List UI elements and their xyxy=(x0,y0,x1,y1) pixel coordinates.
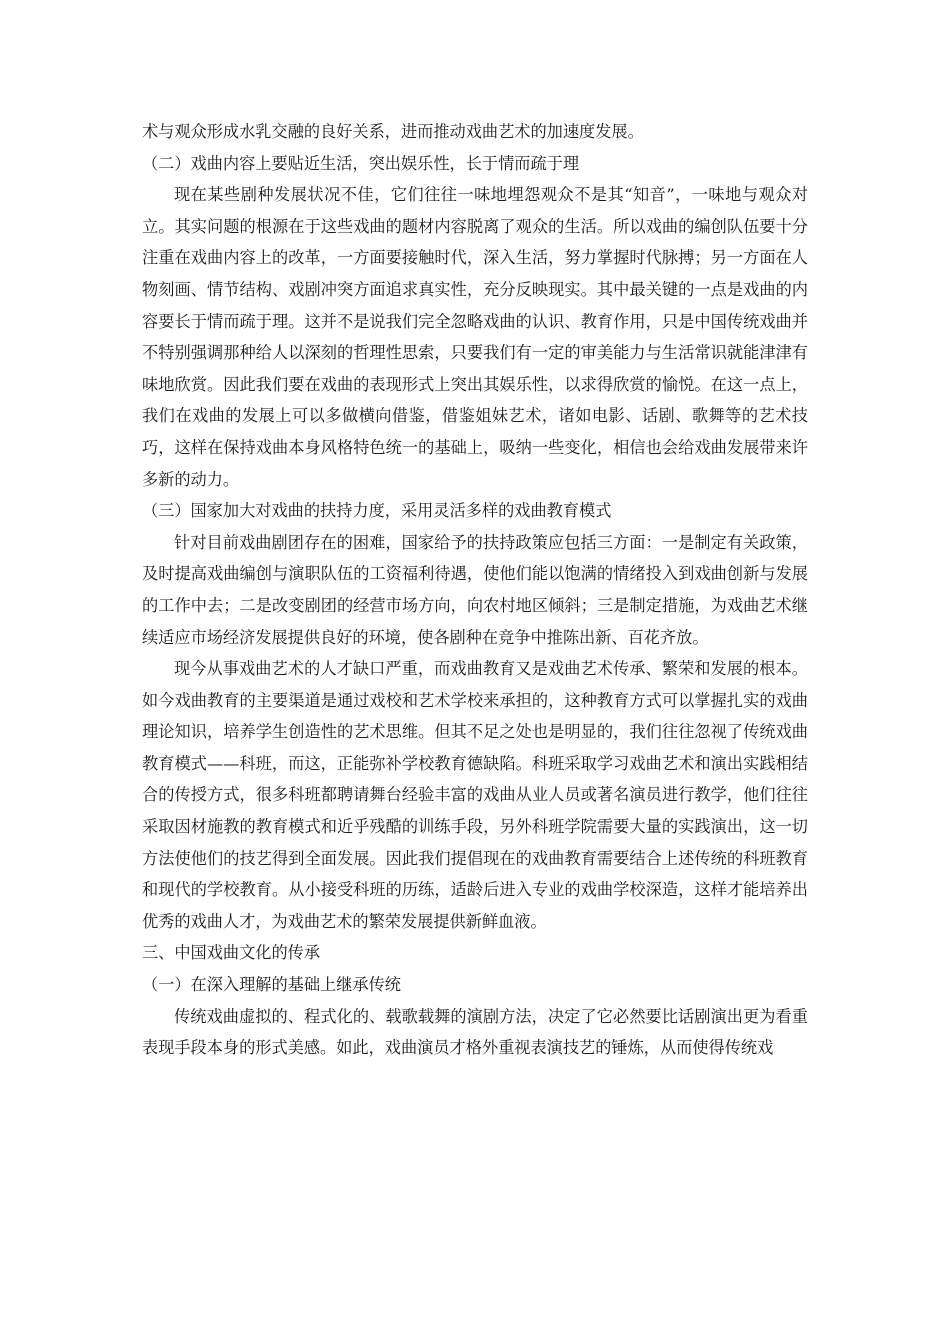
document-body xyxy=(142,116,808,1064)
section-heading-3: 三、中国戏曲文化的传承 xyxy=(142,943,321,963)
paragraph-entertainment: 现在某些剧种发展状况不佳，它们往往一味地埋怨观众不是其“知音”，一味地与观众对立。其实问题的根源在于这些戏曲的题材内容脱离了观众的生活。所以戏曲的编创队伍要十分注重在戏曲内容上的改革，一方面要接触时代，深入生活，努力掌握时代脉搏；另一方面在人物刻画、情节结构、戏剧冲突方面追求真实性，充分反映现实。其中最关键的一点是戏曲的内容要长于情而疏于理。这并不是说我们完全忽略戏曲的认识、教育作用，只是中国传统戏曲并不特别强调那种给人以深刻的哲理性思索，只要我们有一定的审美能力与生活常识就能津津有味地欣赏。因此我们要在戏曲的表现形式上突出其娱乐性，以求得欣赏的愉悦。在这一点上，我们在戏曲的发展上可以多做横向借鉴，借鉴姐妹艺术，诸如电影、话剧、歌舞等的艺术技巧，这样在保持戏曲本身风格特色统一的基础上，吸纳一些变化，相信也会给戏曲发展带来许多新的动力。 xyxy=(142,185,808,489)
subheading-2: （二）戏曲内容上要贴近生活，突出娱乐性，长于情而疏于理 xyxy=(142,153,580,173)
paragraph-state-support: 针对目前戏曲剧团存在的困难，国家给予的扶持政策应包括三方面：一是制定有关政策，及时提高戏曲编创与演职队伍的工资福利待遇，使他们能以饱满的情绪投入到戏曲创新与发展的工作中去；二是改变剧团的经营市场方向，向农村地区倾斜；三是制定措施，为戏曲艺术继续适应市场经济发展提供良好的环境，使各剧种在竞争中推陈出新、百花齐放。 xyxy=(142,532,808,647)
paragraph-education: 现今从事戏曲艺术的人才缺口严重，而戏曲教育又是戏曲艺术传承、繁荣和发展的根本。如今戏曲教育的主要渠道是通过戏校和艺术学校来承担的，这种教育方式可以掌握扎实的戏曲理论知识，培养学生创造性的艺术思维。但其不足之处也是明显的，我们往往忽视了传统戏曲教育模式——科班，而这，正能弥补学校教育德缺陷。科班采取学习戏曲艺术和演出实践相结合的传授方式，很多科班都聘请舞台经验丰富的戏曲从业人员或著名演员进行教学，他们往往采取因材施教的教育模式和近乎残酷的训练手段，另外科班学院需要大量的实践演出，这一切方法使他们的技艺得到全面发展。因此我们提倡现在的戏曲教育需要结合上述传统的科班教育和现代的学校教育。从小接受科班的历练，适龄后进入专业的戏曲学校深造，这样才能培养出优秀的戏曲人才，为戏曲艺术的繁荣发展提供新鲜血液。 xyxy=(142,659,808,931)
paragraph-continuation: 术与观众形成水乳交融的良好关系，进而推动戏曲艺术的加速度发展。 xyxy=(142,122,644,141)
subheading-section3-1: （一）在深入理解的基础上继承传统 xyxy=(142,975,401,995)
subheading-3: （三）国家加大对戏曲的扶持力度，采用灵活多样的戏曲教育模式 xyxy=(142,501,612,521)
paragraph-tradition: 传统戏曲虚拟的、程式化的、载歌载舞的演剧方法，决定了它必然要比话剧演出更为看重表现手段本身的形式美感。如此，戏曲演员才格外重视表演技艺的锤炼，从而使得传统戏 xyxy=(142,1006,808,1058)
